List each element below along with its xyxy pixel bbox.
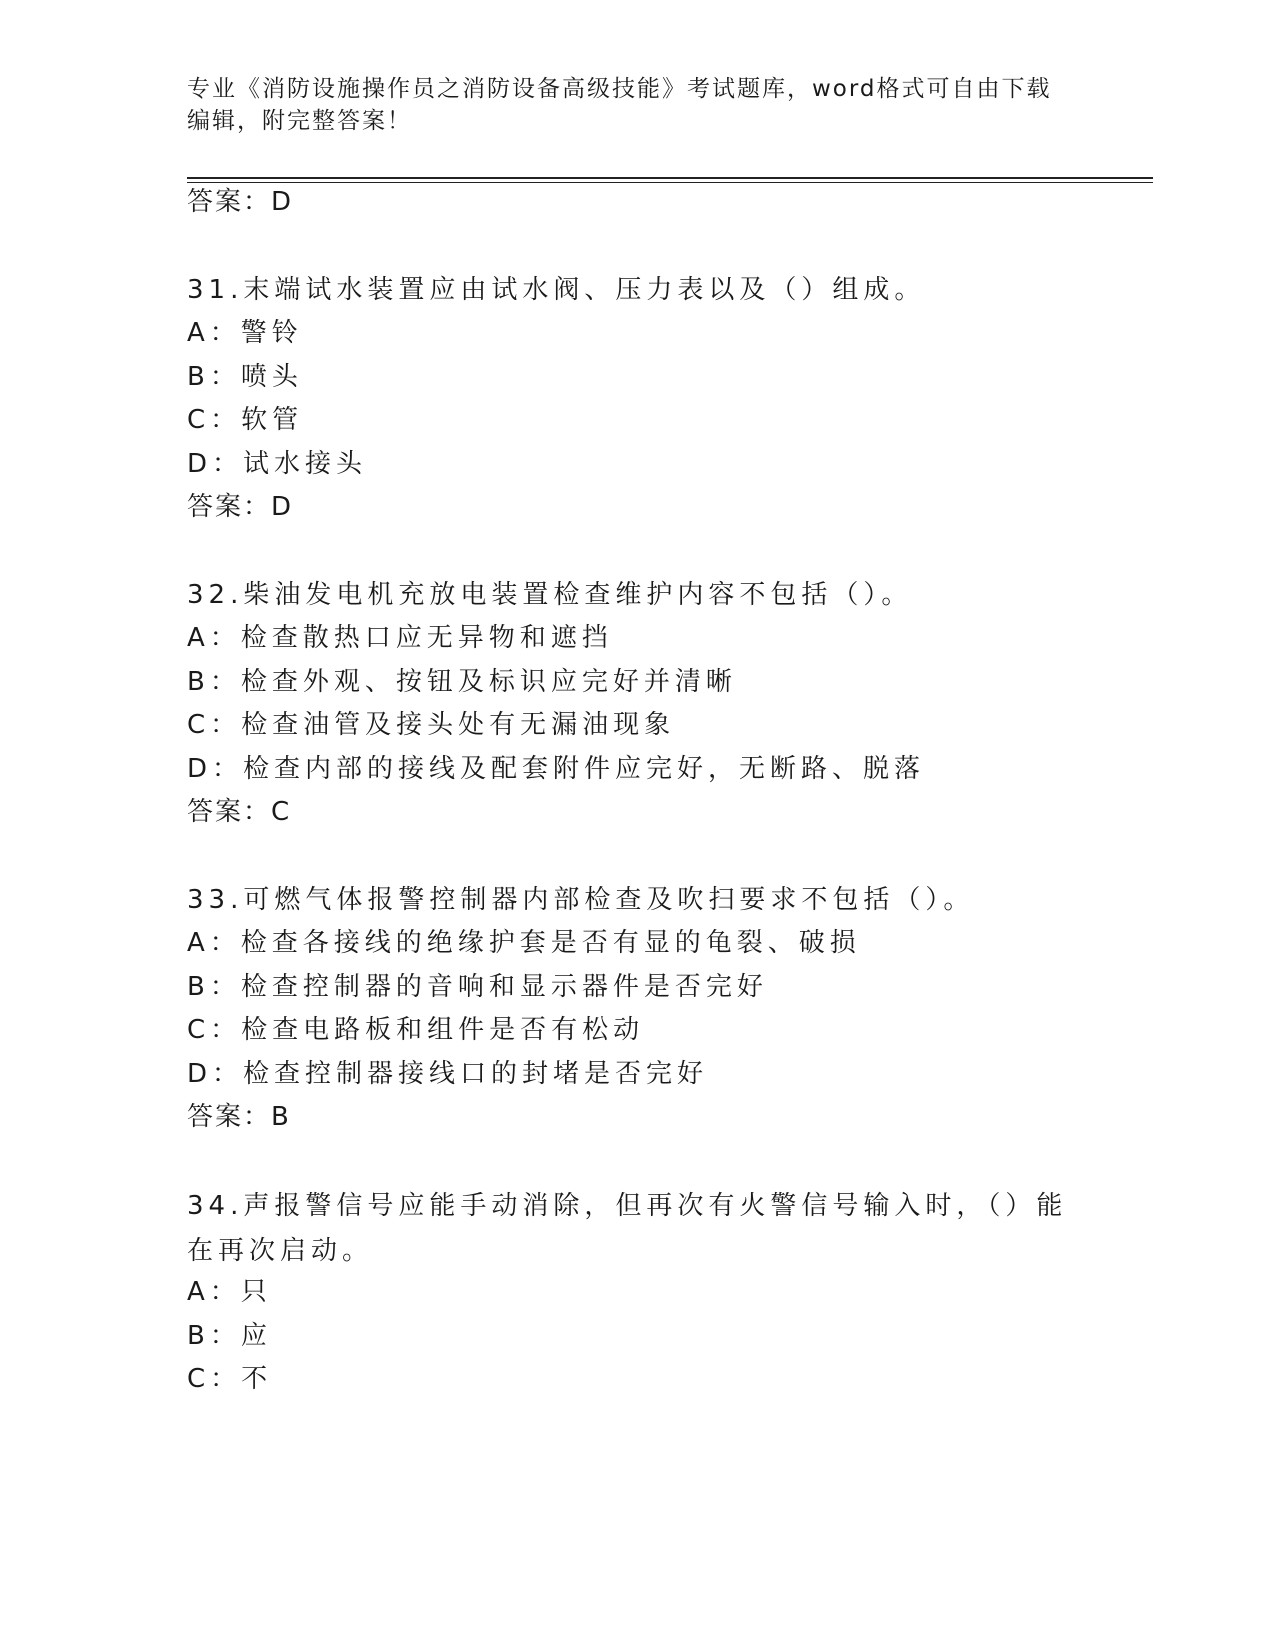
question-option: B：喷头 (187, 362, 303, 392)
question-stem: 32.柴油发电机充放电装置检查维护内容不包括（）。 (187, 580, 913, 610)
document-header: 专业《消防设施操作员之消防设备高级技能》考试题库，word格式可自由下载编辑，附完整答案！ (187, 76, 1052, 134)
header-divider (187, 177, 1153, 179)
question-option: C：检查油管及接头处有无漏油现象 (187, 710, 676, 740)
question-option: C：检查电路板和组件是否有松动 (187, 1015, 645, 1045)
answer-line: 答案：C (187, 797, 292, 827)
question-option: B：检查外观、按钮及标识应完好并清晰 (187, 667, 737, 697)
question-option: D：试水接头 (187, 449, 368, 479)
answer-line: 答案：D (187, 492, 294, 522)
header-divider-thin (187, 182, 1153, 183)
question-option: B：检查控制器的音响和显示器件是否完好 (187, 972, 768, 1002)
question-option: A：检查各接线的绝缘护套是否有显的龟裂、破损 (187, 928, 861, 958)
question-stem: 34.声报警信号应能手动消除，但再次有火警信号输入时，（）能在再次启动。 (187, 1191, 1068, 1266)
question-stem: 31.末端试水装置应由试水阀、压力表以及（）组成。 (187, 275, 926, 305)
question-option: A：警铃 (187, 318, 303, 348)
question-option: B：应 (187, 1321, 272, 1351)
question-option: A：只 (187, 1277, 272, 1307)
question-stem: 33.可燃气体报警控制器内部检查及吹扫要求不包括（）。 (187, 885, 975, 915)
answer-line: 答案：D (187, 187, 294, 217)
question-option: D：检查内部的接线及配套附件应完好，无断路、脱落 (187, 754, 926, 784)
answer-line: 答案：B (187, 1102, 291, 1132)
question-option: C：不 (187, 1364, 273, 1394)
question-option: C：软管 (187, 405, 304, 435)
question-option: D：检查控制器接线口的封堵是否完好 (187, 1059, 709, 1089)
question-option: A：检查散热口应无异物和遮挡 (187, 623, 613, 653)
